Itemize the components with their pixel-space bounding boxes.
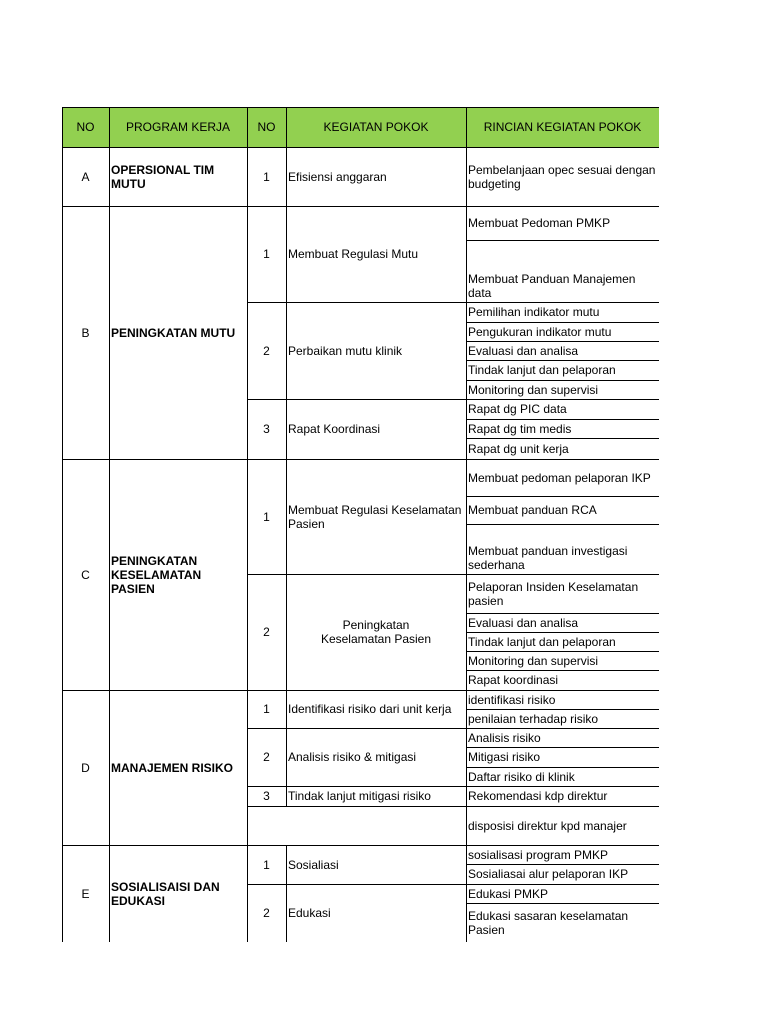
activity-detail: penilaian terhadap risiko <box>468 711 599 726</box>
activity-detail: Monitoring dan supervisi <box>468 382 599 397</box>
program-code: A <box>81 169 90 184</box>
activity-detail: Mitigasi risiko <box>468 750 541 764</box>
activity-no: 3 <box>263 789 270 803</box>
activity-name: Perbaikan mutu klinik <box>288 343 403 358</box>
activity-name: Efisiensi anggaran <box>288 169 387 184</box>
activity-detail: Pembelanjaan opec sesuai dengan budgeting <box>468 162 656 191</box>
activity-name: Peningkatan Keselamatan Pasien <box>320 618 432 646</box>
activity-no: 1 <box>263 169 270 184</box>
activity-no: 3 <box>263 422 270 436</box>
activity-detail: Membuat pedoman pelaporan IKP <box>468 470 651 485</box>
program-code: C <box>81 567 90 582</box>
activity-detail: Pemilihan indikator mutu <box>468 305 600 319</box>
activity-name: Membuat Regulasi Mutu <box>288 247 419 261</box>
activity-no: 2 <box>263 625 270 639</box>
activity-detail: Rapat dg unit kerja <box>468 441 569 456</box>
activity-detail: Evaluasi dan analisa <box>468 343 579 358</box>
header-program: PROGRAM KERJA <box>125 120 230 134</box>
program-name: OPERSIONAL TIM MUTU <box>111 162 215 191</box>
activity-detail: disposisi direktur kpd manajer <box>468 818 627 833</box>
header-rincian: RINCIAN KEGIATAN POKOK <box>483 120 642 134</box>
header-no: NO <box>76 120 95 134</box>
activity-name: Rapat Koordinasi <box>288 422 381 436</box>
activity-no: 2 <box>263 750 270 764</box>
activity-no: 1 <box>263 509 270 524</box>
program-name: PENINGKATAN MUTU <box>111 325 236 340</box>
activity-detail: Sosialiasai alur pelaporan IKP <box>468 867 629 881</box>
activity-detail: Edukasi sasaran keselamatan Pasien <box>468 908 629 937</box>
activity-detail: Tindak lanjut dan pelaporan <box>468 634 616 649</box>
activity-detail: Membuat panduan investigasi sederhana <box>468 544 628 572</box>
activity-detail: Rapat dg PIC data <box>468 402 567 416</box>
header-no-2: NO <box>257 120 276 134</box>
activity-no: 2 <box>263 343 270 358</box>
program-name: PENINGKATAN KESELAMATAN PASIEN <box>111 553 202 596</box>
activity-no: 1 <box>263 857 270 872</box>
activity-detail: Evaluasi dan analisa <box>468 615 579 630</box>
activity-no: 1 <box>263 702 270 716</box>
program-code: E <box>81 886 90 901</box>
activity-detail: sosialisasi program PMKP <box>468 847 609 862</box>
activity-detail: Rekomendasi kdp direktur <box>468 789 608 803</box>
activity-name: Analisis risiko & mitigasi <box>288 750 417 764</box>
activity-no: 1 <box>263 247 270 261</box>
activity-detail: Rapat koordinasi <box>468 673 559 687</box>
program-name: SOSIALISAISI DAN EDUKASI <box>111 879 220 908</box>
activity-no: 2 <box>263 906 270 920</box>
activity-detail: Pengukuran indikator mutu <box>468 324 612 339</box>
activity-detail: identifikasi risiko <box>468 692 556 707</box>
activity-name: Sosialiasi <box>288 857 339 872</box>
activity-detail: Membuat Panduan Manajemen data <box>468 272 636 300</box>
activity-detail: Pelaporan Insiden Keselamatan pasien <box>468 579 639 608</box>
activity-name: Membuat Regulasi Keselamatan Pasien <box>288 502 462 531</box>
activity-detail: Tindak lanjut dan pelaporan <box>468 363 616 377</box>
activity-detail: Membuat panduan RCA <box>468 503 597 517</box>
activity-detail: Membuat Pedoman PMKP <box>468 216 611 230</box>
program-name: MANAJEMEN RISIKO <box>111 760 234 775</box>
activity-name: Identifikasi risiko dari unit kerja <box>288 702 452 716</box>
activity-name: Edukasi <box>288 906 331 920</box>
program-code: B <box>81 325 90 340</box>
activity-name: Tindak lanjut mitigasi risiko <box>288 789 431 803</box>
activity-detail: Edukasi PMKP <box>468 886 549 901</box>
activity-detail: Daftar risiko di klinik <box>468 769 575 784</box>
activity-detail: Rapat dg tim medis <box>468 421 572 436</box>
program-code: D <box>81 760 90 775</box>
activity-detail: Analisis risiko <box>468 730 541 745</box>
activity-detail: Monitoring dan supervisi <box>468 653 599 668</box>
work-program-table <box>62 107 659 942</box>
header-kegiatan: KEGIATAN POKOK <box>323 120 429 134</box>
